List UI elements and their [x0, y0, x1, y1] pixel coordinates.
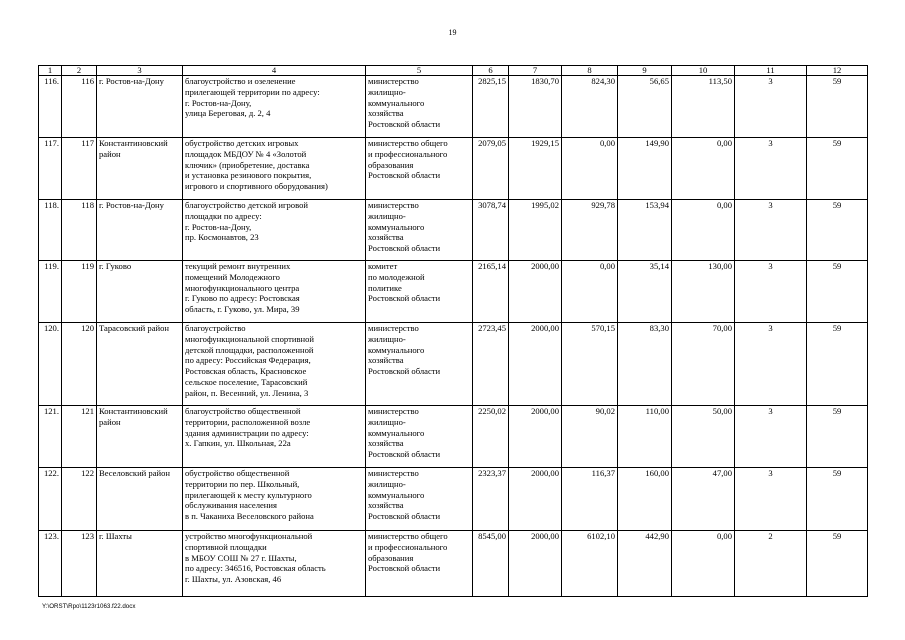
- responsible-ministry-line: коммунального: [368, 489, 425, 500]
- project-description-line: обустройство детских игровых: [185, 138, 299, 148]
- extra-funds-cell: 0,00: [672, 138, 735, 200]
- project-description-line: г. Ростов-на-Дону,: [185, 97, 252, 108]
- total-cost-cell: 2323,37: [473, 468, 509, 531]
- responsible-ministry-line: по молодежной: [368, 271, 425, 282]
- responsible-ministry-line: и профессионального: [368, 148, 448, 159]
- project-description-line: благоустройство и озеленение: [185, 76, 296, 86]
- score-cell: 59: [807, 406, 868, 468]
- table-row: [39, 531, 868, 597]
- project-description-line: территории, расположенной возле: [185, 416, 311, 427]
- score-cell: 59: [807, 323, 868, 406]
- project-description-line: прилегающей к месту культурного: [185, 489, 312, 500]
- responsible-ministry-line: министерство: [368, 323, 419, 333]
- responsible-ministry-line: хозяйства: [368, 500, 404, 511]
- project-description-line: сельское поселение, Тарасовский: [185, 376, 308, 387]
- municipality-line: г. Гуково: [99, 261, 132, 271]
- responsible-ministry-line: комитет: [368, 261, 398, 271]
- row-index-cell: 121.: [39, 406, 62, 468]
- municipality-line: Тарасовский район: [99, 323, 170, 333]
- local-budget-cell: 90,02: [562, 406, 618, 468]
- total-cost-cell: 3078,74: [473, 200, 509, 261]
- col-header: 2: [62, 66, 97, 76]
- row-number-cell: 116: [62, 76, 97, 138]
- regional-budget-cell: 2000,00: [509, 323, 562, 406]
- regional-budget-cell: 1995,02: [509, 200, 562, 261]
- responsible-ministry-line: коммунального: [368, 344, 425, 355]
- responsible-ministry-line: и профессионального: [368, 541, 448, 552]
- project-description-line: детской площадки, расположенной: [185, 344, 314, 355]
- responsible-ministry-line: жилищно-: [368, 86, 406, 97]
- responsible-ministry-line: министерство общего: [368, 531, 448, 541]
- responsible-ministry-line: образования: [368, 159, 414, 170]
- local-budget-cell: 570,15: [562, 323, 618, 406]
- responsible-ministry-line: Ростовской области: [368, 243, 441, 254]
- project-description-line: в МБОУ СОШ № 27 г. Шахты,: [185, 552, 297, 563]
- row-number-cell: 121: [62, 406, 97, 468]
- responsible-ministry-line: министерство: [368, 406, 419, 416]
- extra-funds-cell: 47,00: [672, 468, 735, 531]
- score-cell: 59: [807, 138, 868, 200]
- project-description-line: здания администрации по адресу:: [185, 427, 309, 438]
- responsible-ministry-line: коммунального: [368, 221, 425, 232]
- row-index-cell: 122.: [39, 468, 62, 531]
- col-header: 3: [97, 66, 183, 76]
- local-budget-cell: 6102,10: [562, 531, 618, 597]
- responsible-ministry-line: хозяйства: [368, 232, 404, 243]
- responsible-ministry-line: Ростовской области: [368, 511, 441, 522]
- table-row: [39, 261, 868, 323]
- project-description-line: территории по пер. Школьный,: [185, 478, 300, 489]
- project-description-line: г. Шахты, ул. Азовская, 46: [185, 574, 282, 585]
- table-row: [39, 138, 868, 200]
- row-number-cell: 120: [62, 323, 97, 406]
- extra-funds-cell: 130,00: [672, 261, 735, 323]
- table-body: [39, 76, 868, 597]
- score-cell: 59: [807, 531, 868, 597]
- municipality-line: район: [99, 416, 121, 427]
- other-funds-cell: 153,94: [618, 200, 672, 261]
- category-cell: 3: [735, 261, 807, 323]
- municipality-cell: [97, 138, 183, 200]
- table-row: [39, 323, 868, 406]
- project-description-cell: [183, 406, 366, 468]
- column-number-row: [39, 66, 868, 76]
- municipality-cell: [97, 323, 183, 406]
- project-description-line: ключик» (приобретение, доставка: [185, 159, 310, 170]
- project-description-line: район, п. Весенний, ул. Ленина, 3: [185, 387, 309, 398]
- other-funds-cell: 442,90: [618, 531, 672, 597]
- project-description-line: Ростовская область, Красновское: [185, 366, 307, 377]
- row-index-cell: 117.: [39, 138, 62, 200]
- table-row: [39, 200, 868, 261]
- project-description-line: благоустройство: [185, 323, 246, 333]
- extra-funds-cell: 50,00: [672, 406, 735, 468]
- municipality-line: Веселовский район: [99, 468, 171, 478]
- responsible-ministry-line: Ростовской области: [368, 449, 441, 460]
- total-cost-cell: 2165,14: [473, 261, 509, 323]
- responsible-ministry-line: хозяйства: [368, 355, 404, 366]
- table-row: [39, 76, 868, 138]
- score-cell: 59: [807, 468, 868, 531]
- category-cell: 3: [735, 323, 807, 406]
- project-description-line: благоустройство детской игровой: [185, 200, 308, 210]
- category-cell: 2: [735, 531, 807, 597]
- col-header: 10: [672, 66, 735, 76]
- row-number-cell: 123: [62, 531, 97, 597]
- col-header: 11: [735, 66, 807, 76]
- responsible-ministry-cell: [366, 531, 473, 597]
- project-description-line: помещений Молодежного: [185, 271, 280, 282]
- municipality-cell: [97, 406, 183, 468]
- project-description-cell: [183, 76, 366, 138]
- local-budget-cell: 0,00: [562, 138, 618, 200]
- total-cost-cell: 2723,45: [473, 323, 509, 406]
- row-number-cell: 122: [62, 468, 97, 531]
- regional-budget-cell: 2000,00: [509, 468, 562, 531]
- row-index-cell: 119.: [39, 261, 62, 323]
- responsible-ministry-line: коммунального: [368, 97, 425, 108]
- responsible-ministry-line: хозяйства: [368, 438, 404, 449]
- responsible-ministry-line: жилищно-: [368, 333, 406, 344]
- municipality-cell: [97, 261, 183, 323]
- responsible-ministry-line: жилищно-: [368, 416, 406, 427]
- extra-funds-cell: 113,50: [672, 76, 735, 138]
- table-row: [39, 406, 868, 468]
- category-cell: 3: [735, 138, 807, 200]
- project-description-line: игрового и спортивного оборудования): [185, 181, 328, 192]
- responsible-ministry-line: министерство: [368, 200, 419, 210]
- project-description-line: обустройство общественной: [185, 468, 290, 478]
- project-description-line: г. Ростов-на-Дону,: [185, 221, 252, 232]
- other-funds-cell: 35,14: [618, 261, 672, 323]
- responsible-ministry-cell: [366, 76, 473, 138]
- responsible-ministry-line: жилищно-: [368, 210, 406, 221]
- regional-budget-cell: 2000,00: [509, 531, 562, 597]
- col-header: 5: [366, 66, 473, 76]
- municipality-cell: [97, 531, 183, 597]
- responsible-ministry-line: министерство общего: [368, 138, 448, 148]
- table-row: [39, 468, 868, 531]
- project-description-line: текущий ремонт внутренних: [185, 261, 291, 271]
- other-funds-cell: 149,90: [618, 138, 672, 200]
- total-cost-cell: 2250,02: [473, 406, 509, 468]
- regional-budget-cell: 2000,00: [509, 406, 562, 468]
- col-header: 6: [473, 66, 509, 76]
- project-description-cell: [183, 138, 366, 200]
- responsible-ministry-cell: [366, 200, 473, 261]
- regional-budget-cell: 1929,15: [509, 138, 562, 200]
- extra-funds-cell: 70,00: [672, 323, 735, 406]
- responsible-ministry-cell: [366, 138, 473, 200]
- col-header: 1: [39, 66, 62, 76]
- municipality-line: Константиновский: [99, 138, 168, 148]
- municipality-line: г. Ростов-на-Дону: [99, 200, 164, 210]
- col-header: 7: [509, 66, 562, 76]
- responsible-ministry-line: хозяйства: [368, 108, 404, 119]
- col-header: 12: [807, 66, 868, 76]
- regional-budget-cell: 2000,00: [509, 261, 562, 323]
- responsible-ministry-line: жилищно-: [368, 478, 406, 489]
- municipality-line: г. Ростов-на-Дону: [99, 76, 164, 86]
- project-description-line: обслуживания населения: [185, 500, 277, 511]
- responsible-ministry-cell: [366, 468, 473, 531]
- extra-funds-cell: 0,00: [672, 200, 735, 261]
- project-description-line: по адресу: 346516, Ростовская область: [185, 563, 326, 574]
- extra-funds-cell: 0,00: [672, 531, 735, 597]
- other-funds-cell: 110,00: [618, 406, 672, 468]
- project-description-line: многофункциональной спортивной: [185, 333, 315, 344]
- project-description-cell: [183, 200, 366, 261]
- category-cell: 3: [735, 76, 807, 138]
- local-budget-cell: 824,30: [562, 76, 618, 138]
- municipality-cell: [97, 200, 183, 261]
- project-description-line: устройство многофункциональной: [185, 531, 313, 541]
- row-number-cell: 117: [62, 138, 97, 200]
- municipality-line: район: [99, 148, 121, 159]
- row-number-cell: 119: [62, 261, 97, 323]
- responsible-ministry-line: Ростовской области: [368, 170, 441, 181]
- total-cost-cell: 2079,05: [473, 138, 509, 200]
- local-budget-cell: 116,37: [562, 468, 618, 531]
- category-cell: 3: [735, 200, 807, 261]
- col-header: 8: [562, 66, 618, 76]
- other-funds-cell: 160,00: [618, 468, 672, 531]
- local-budget-cell: 0,00: [562, 261, 618, 323]
- other-funds-cell: 83,30: [618, 323, 672, 406]
- project-description-line: благоустройство общественной: [185, 406, 301, 416]
- row-index-cell: 123.: [39, 531, 62, 597]
- project-description-line: многофункционального центра: [185, 282, 300, 293]
- responsible-ministry-line: Ростовской области: [368, 293, 441, 304]
- data-table: [38, 65, 868, 597]
- project-description-line: и установка резинового покрытия,: [185, 170, 312, 181]
- responsible-ministry-line: министерство: [368, 468, 419, 478]
- municipality-line: г. Шахты: [99, 531, 132, 541]
- responsible-ministry-line: Ростовской области: [368, 366, 441, 377]
- project-description-line: пр. Космонавтов, 23: [185, 232, 259, 243]
- row-number-cell: 118: [62, 200, 97, 261]
- col-header: 4: [183, 66, 366, 76]
- responsible-ministry-line: Ростовской области: [368, 563, 441, 574]
- project-description-line: площадки по адресу:: [185, 210, 262, 221]
- other-funds-cell: 56,65: [618, 76, 672, 138]
- local-budget-cell: 929,78: [562, 200, 618, 261]
- responsible-ministry-cell: [366, 323, 473, 406]
- responsible-ministry-line: министерство: [368, 76, 419, 86]
- total-cost-cell: 8545,00: [473, 531, 509, 597]
- row-index-cell: 120.: [39, 323, 62, 406]
- project-description-cell: [183, 261, 366, 323]
- project-description-line: площадок МБДОУ № 4 «Золотой: [185, 148, 307, 159]
- municipality-cell: [97, 76, 183, 138]
- project-description-cell: [183, 323, 366, 406]
- project-description-line: прилегающей территории по адресу:: [185, 86, 320, 97]
- project-description-line: улица Береговая, д. 2, 4: [185, 108, 271, 119]
- category-cell: 3: [735, 406, 807, 468]
- file-path-footer: Y:\ORST\Rpo\1123r1063.f22.docx: [42, 603, 136, 610]
- project-description-line: г. Гуково по адресу: Ростовская: [185, 293, 300, 304]
- total-cost-cell: 2825,15: [473, 76, 509, 138]
- municipality-cell: [97, 468, 183, 531]
- project-description-line: х. Гапкин, ул. Школьная, 22а: [185, 438, 291, 449]
- project-description-line: спортивной площадки: [185, 541, 267, 552]
- col-header: 9: [618, 66, 672, 76]
- responsible-ministry-line: коммунального: [368, 427, 425, 438]
- project-description-line: в п. Чаканиха Веселовского района: [185, 511, 314, 522]
- project-description-line: по адресу: Российская Федерация,: [185, 355, 311, 366]
- responsible-ministry-line: Ростовской области: [368, 119, 441, 130]
- project-description-cell: [183, 468, 366, 531]
- score-cell: 59: [807, 261, 868, 323]
- responsible-ministry-cell: [366, 261, 473, 323]
- project-description-cell: [183, 531, 366, 597]
- responsible-ministry-line: образования: [368, 552, 414, 563]
- municipality-line: Константиновский: [99, 406, 168, 416]
- page-number: 19: [448, 28, 457, 37]
- responsible-ministry-cell: [366, 406, 473, 468]
- responsible-ministry-line: политике: [368, 282, 402, 293]
- regional-budget-cell: 1830,70: [509, 76, 562, 138]
- row-index-cell: 116.: [39, 76, 62, 138]
- category-cell: 3: [735, 468, 807, 531]
- row-index-cell: 118.: [39, 200, 62, 261]
- score-cell: 59: [807, 76, 868, 138]
- project-description-line: область, г. Гуково, ул. Мира, 39: [185, 304, 300, 315]
- score-cell: 59: [807, 200, 868, 261]
